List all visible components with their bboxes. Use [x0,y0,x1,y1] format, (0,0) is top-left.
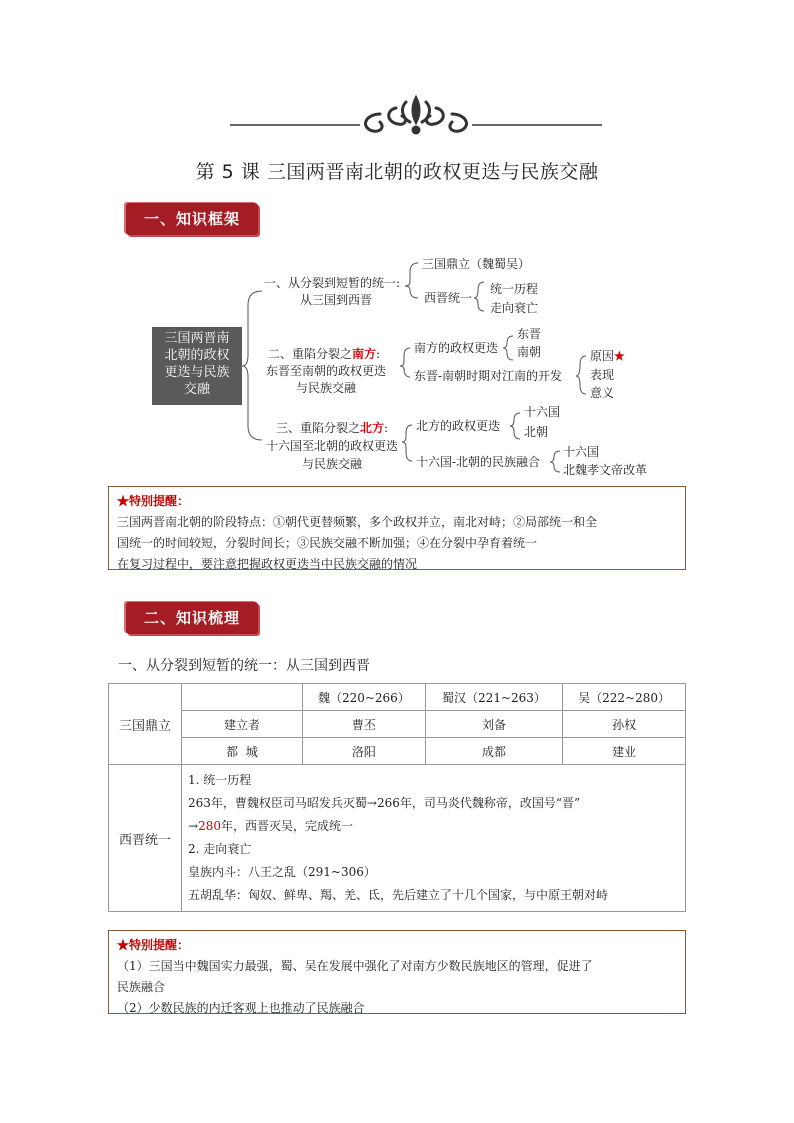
detail-line: 五胡乱华：匈奴、鲜卑、羯、羌、氐，先后建立了十几个国家，与中原王朝对峙 [188,888,609,902]
reminder-line: （2）少数民族的内迁客观上也推动了民族融合 [117,1001,365,1015]
mindmap-root-line: 更迭与民族 [164,365,230,380]
mindmap-node: 西晋统一 [424,291,473,305]
reminder-line: （1）三国当中魏国实力最强，蜀、吴在发展中强化了对南方少数民族地区的管理，促进了 [117,959,593,973]
branch-text: : [384,421,389,435]
branch-text: 二、重陷分裂之 [268,347,353,361]
table-row-header: 三国鼎立 [109,684,182,765]
reminder-line: 在复习过程中，要注意把握政权更迭当中民族交融的情况 [117,557,418,571]
star-icon: ★ [614,349,625,363]
table-cell: 建立者 [182,711,303,738]
mindmap-root-line: 交融 [183,382,210,397]
mindmap-node: 北魏孝文帝改革 [563,463,648,477]
mindmap-branch-3 [276,420,388,437]
detail-line: 皇族内斗：八王之乱（291~306） [188,865,376,879]
mindmap-node: 十六国-北朝的民族融合 [416,455,541,469]
mindmap-node: 东晋 [517,327,542,341]
mindmap-branch-2 [268,346,380,363]
knowledge-table [108,683,686,912]
table-cell: 洛阳 [303,738,426,765]
branch-highlight: 南方 [352,347,377,361]
table-row [109,684,686,711]
mindmap-node [590,348,625,365]
reminder-line: 三国两晋南北朝的阶段特点：①朝代更替频繁，多个政权并立，南北对峙；②局部统一和全 [117,515,598,529]
mindmap-node: 南朝 [517,345,542,359]
table-column-header: 吴（222~280） [563,684,686,711]
table-cell: 曹丕 [303,711,426,738]
table-row-header: 西晋统一 [109,765,182,912]
mindmap-node: 南方的政权更迭 [414,341,499,355]
section-badge-framework: 一、知识框架 [126,203,258,235]
reminder-line: 民族融合 [117,980,166,994]
table-cell: 刘备 [425,711,562,738]
mindmap-braces [0,0,794,500]
table-cell-details [182,765,686,912]
mindmap-node: 北方的政权更迭 [416,419,501,433]
mindmap-branch-2-sub: 东晋至南朝的政权更迭 [266,364,387,378]
subsection-heading: 一、从分裂到短暂的统一：从三国到西晋 [118,658,370,674]
mindmap-node: 十六国 [563,445,600,459]
mindmap-node: 十六国 [524,405,561,419]
table-cell: 建业 [563,738,686,765]
mindmap-root-line: 北朝的政权 [164,348,230,363]
detail-line [188,815,679,838]
detail-highlight: 280 [198,819,221,833]
table-cell: 都 城 [182,738,303,765]
reminder-box [108,930,686,1014]
mindmap-branch-1-sub: 从三国到西晋 [300,293,373,307]
table-column-header: 魏（220~266） [303,684,426,711]
table-column-header: 蜀汉（221~263） [425,684,562,711]
mindmap-node: 走向衰亡 [490,301,539,315]
detail-text: → [188,819,199,833]
branch-text: 三、重陷分裂之 [276,421,361,435]
detail-line: 1. 统一历程 [188,773,252,787]
section-badge-review: 二、知识梳理 [126,602,258,634]
mindmap-branch-3-sub: 与民族交融 [302,457,363,471]
table-cell: 成都 [425,738,562,765]
mindmap-root-line: 三国两晋南 [164,331,230,346]
mindmap-branch-2-sub: 与民族交融 [296,381,357,395]
detail-line: 263年，曹魏权臣司马昭发兵灭蜀→266年，司马炎代魏称帝，改国号“晋” [188,796,581,810]
reminder-heading: ★特别提醒： [117,938,190,952]
mindmap-node: 意义 [590,386,615,400]
mindmap-node: 统一历程 [490,282,539,296]
mindmap-node: 三国鼎立（魏蜀吴） [422,257,531,271]
table-cell: 孙权 [563,711,686,738]
mindmap-node: 东晋-南朝时期对江南的开发 [414,369,563,383]
branch-highlight: 北方 [360,421,385,435]
mindmap-branch-1: 一、从分裂到短暂的统一: [264,276,401,290]
branch-text: : [376,347,381,361]
node-text: 原因 [590,349,615,363]
reminder-box [108,486,686,570]
table-row [109,711,686,738]
mindmap-branch-3-sub: 十六国至北朝的政权更迭 [266,439,399,453]
reminder-heading: ★特别提醒： [117,494,190,508]
mindmap-node: 表现 [590,368,615,382]
detail-line: 2. 走向衰亡 [188,842,252,856]
table-cell [182,684,303,711]
reminder-line: 国统一的时间较短，分裂时间长；③民族交融不断加强；④在分裂中孕育着统一 [117,536,538,550]
detail-text: 年，西晋灭吴，完成统一 [220,819,353,833]
mindmap-node: 北朝 [524,425,549,439]
table-row [109,765,686,912]
table-row [109,738,686,765]
page-title: 第 5 课 三国两晋南北朝的政权更迭与民族交融 [195,161,599,183]
